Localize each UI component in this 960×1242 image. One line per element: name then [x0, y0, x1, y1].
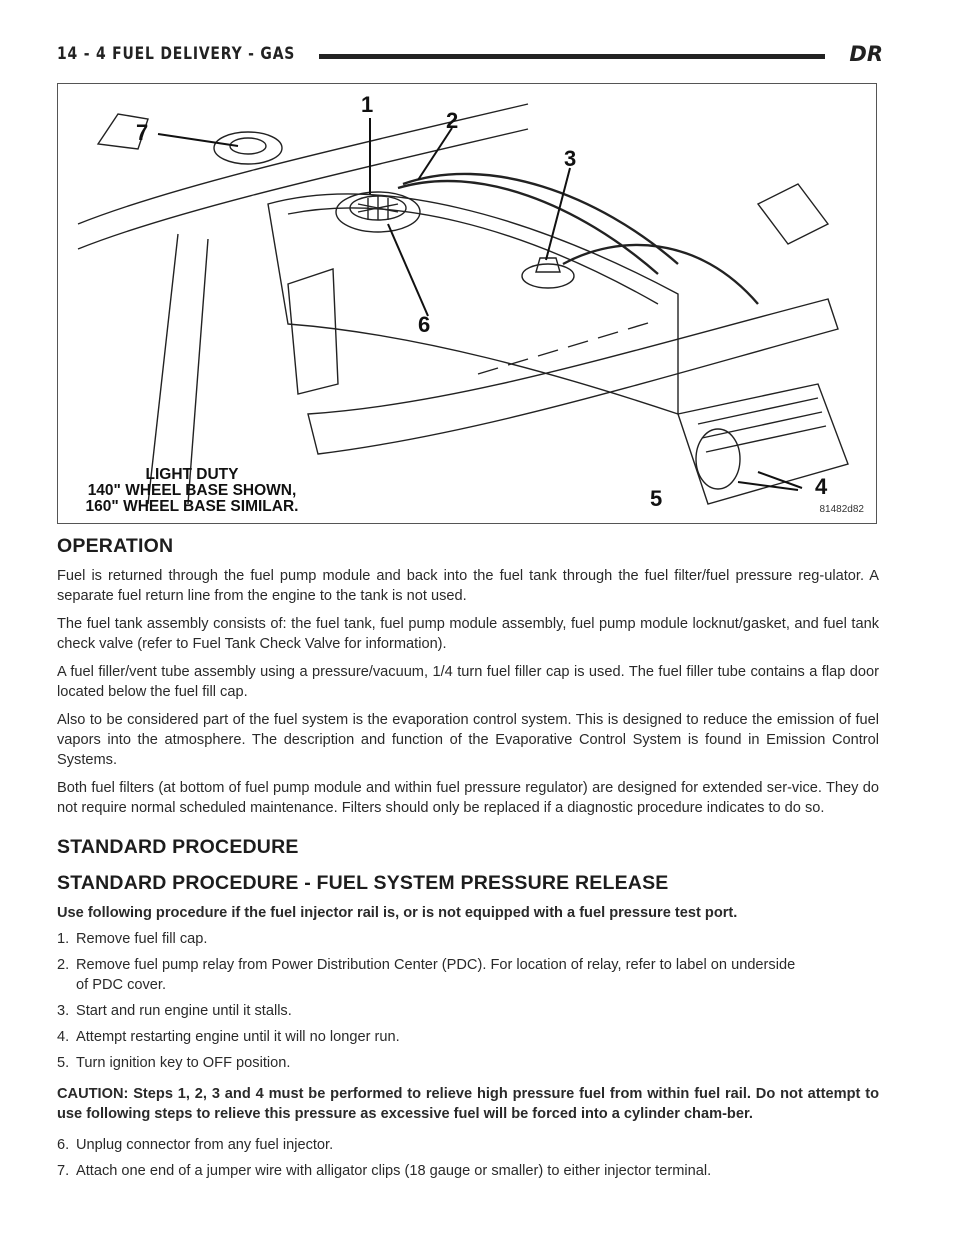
figure-note-line: 140" WHEEL BASE SHOWN,	[87, 482, 297, 499]
step-number: 2.	[57, 957, 70, 973]
operation-paragraph: Fuel is returned through the fuel pump module and back into the fuel tank through the fuel filter/fuel pressure reg-ulator. A separate fuel return line from the engine to the tank is not used.	[57, 568, 879, 604]
standard-procedure-heading: STANDARD PROCEDURE	[57, 836, 299, 858]
procedure-step	[57, 1161, 879, 1181]
header-rule	[319, 54, 825, 59]
page-header-title: 14 - 4 FUEL DELIVERY - GAS	[57, 44, 296, 64]
callout-2: 2	[446, 108, 459, 133]
operation-heading: OPERATION	[57, 535, 174, 557]
procedure-step	[57, 1027, 879, 1047]
step-number: 5.	[57, 1055, 70, 1071]
procedure-step	[57, 1053, 879, 1073]
callout-4: 4	[815, 474, 828, 499]
step-text: Attempt restarting engine until it will no longer run.	[76, 1029, 400, 1045]
step-number: 7.	[57, 1163, 70, 1179]
step-number: 6.	[57, 1137, 70, 1153]
procedure-intro: Use following procedure if the fuel injector rail is, or is not equipped with a fuel pressure test port.	[57, 905, 738, 921]
callout-5: 5	[650, 486, 663, 511]
step-text: Turn ignition key to OFF position.	[76, 1055, 291, 1071]
operation-paragraph: The fuel tank assembly consists of: the fuel tank, fuel pump module assembly, fuel pump module locknut/gasket, and fuel tank check valve (refer to Fuel Tank Check Valve for information).	[57, 616, 879, 652]
step-number: 3.	[57, 1003, 70, 1019]
figure-note-line: LIGHT DUTY	[145, 466, 239, 483]
step-text: Start and run engine until it stalls.	[76, 1003, 292, 1019]
callout-7: 7	[136, 120, 149, 145]
step-text: Remove fuel pump relay from Power Distribution Center (PDC). For location of relay, refer to label on underside	[76, 957, 796, 973]
step-number: 4.	[57, 1029, 70, 1045]
operation-paragraph: Also to be considered part of the fuel system is the evaporation control system. This is designed to reduce the emission of fuel vapors into the atmosphere. The description and function of the Evaporative Control System is found in Emission Control Systems.	[57, 712, 879, 768]
caution-note: CAUTION: Steps 1, 2, 3 and 4 must be performed to relieve high pressure fuel from within fuel rail. Do not attempt to use following steps to relieve this pressure as excessive fuel will be forced into a cylinder cham-ber.	[57, 1086, 879, 1122]
procedure-step	[57, 1001, 879, 1021]
page-header-code: DR	[849, 42, 883, 66]
page-content	[57, 535, 879, 1181]
procedure-step	[57, 955, 879, 995]
step-text: Unplug connector from any fuel injector.	[76, 1137, 334, 1153]
procedure-steps-continued	[57, 1135, 879, 1181]
callout-3: 3	[564, 146, 577, 171]
step-text-continued: of PDC cover.	[76, 977, 167, 993]
operation-paragraph: A fuel filler/vent tube assembly using a pressure/vacuum, 1/4 turn fuel filler cap is used. The fuel filler tube contains a flap door located below the fuel fill cap.	[57, 664, 879, 700]
procedure-steps	[57, 929, 879, 1073]
procedure-step	[57, 1135, 879, 1155]
step-text: Attach one end of a jumper wire with alligator clips (18 gauge or smaller) to either injector terminal.	[76, 1163, 712, 1179]
step-number: 1.	[57, 931, 70, 947]
page-header	[57, 44, 883, 74]
operation-paragraph: Both fuel filters (at bottom of fuel pump module and within fuel pressure regulator) are designed for extended ser-vice. They do not require normal scheduled maintenance. Filters should only be replaced if a diagnostic procedure indicates to do so.	[57, 780, 879, 816]
fuel-tank-drawing	[58, 84, 877, 524]
figure-note-line: 160" WHEEL BASE SIMILAR.	[85, 498, 299, 515]
procedure-step	[57, 929, 879, 949]
step-text: Remove fuel fill cap.	[76, 931, 208, 947]
fuel-tank-illustration	[57, 83, 877, 524]
standard-procedure-subheading: STANDARD PROCEDURE - FUEL SYSTEM PRESSURE RELEASE	[57, 872, 669, 894]
figure-id: 81482d82	[819, 504, 864, 515]
callout-1: 1	[361, 92, 374, 117]
figure-note	[82, 467, 302, 515]
callout-6: 6	[418, 312, 431, 337]
